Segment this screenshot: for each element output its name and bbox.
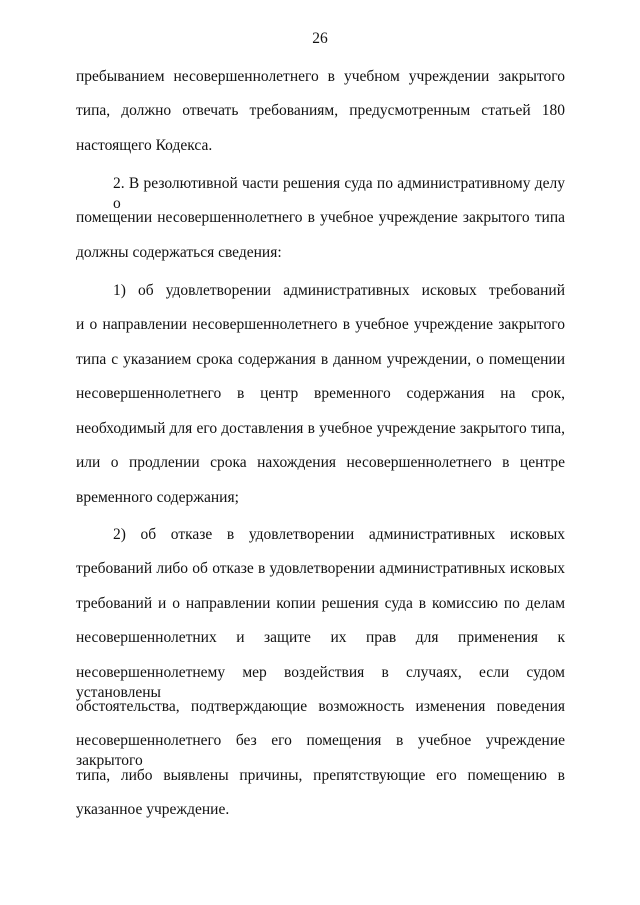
text-line: типа, должно отвечать требованиям, предусмотренным статьей 180 (76, 102, 565, 119)
text-line: 2) об отказе в удовлетворении административных исковых (113, 526, 565, 543)
text-line: несовершеннолетнего в центр временного содержания на срок, (76, 385, 565, 402)
text-line: типа, либо выявлены причины, препятствующие его помещению в (76, 767, 565, 784)
text-line: несовершеннолетних и защите их прав для применения к (76, 629, 565, 646)
text-line: несовершеннолетнего без его помещения в учебное учреждение закрытого (76, 732, 565, 769)
text-line: и о направлении несовершеннолетнего в учебное учреждение закрытого (76, 316, 565, 333)
text-line: указанное учреждение. (76, 801, 230, 818)
text-line: пребыванием несовершеннолетнего в учебном учреждении закрытого (76, 68, 565, 85)
text-line: временного содержания; (76, 489, 239, 506)
text-line: помещении несовершеннолетнего в учебное учреждение закрытого типа (76, 209, 565, 226)
text-line: настоящего Кодекса. (76, 137, 213, 154)
text-line: типа с указанием срока содержания в данном учреждении, о помещении (76, 351, 565, 368)
text-line: несовершеннолетнему мер воздействия в случаях, если судом установлены (76, 664, 565, 701)
text-line: требований либо об отказе в удовлетворении административных исковых (76, 560, 565, 577)
text-line: 2. В резолютивной части решения суда по административному делу о (113, 175, 565, 212)
text-line: требований и о направлении копии решения суда в комиссию по делам (76, 595, 565, 612)
page-number: 26 (312, 30, 328, 47)
text-line: должны содержаться сведения: (76, 244, 282, 261)
text-line: или о продлении срока нахождения несовершеннолетнего в центре (76, 454, 565, 471)
text-line: необходимый для его доставления в учебное учреждение закрытого типа, (76, 420, 565, 437)
text-line: обстоятельства, подтверждающие возможность изменения поведения (76, 698, 565, 715)
text-line: 1) об удовлетворении административных исковых требований (113, 282, 565, 299)
